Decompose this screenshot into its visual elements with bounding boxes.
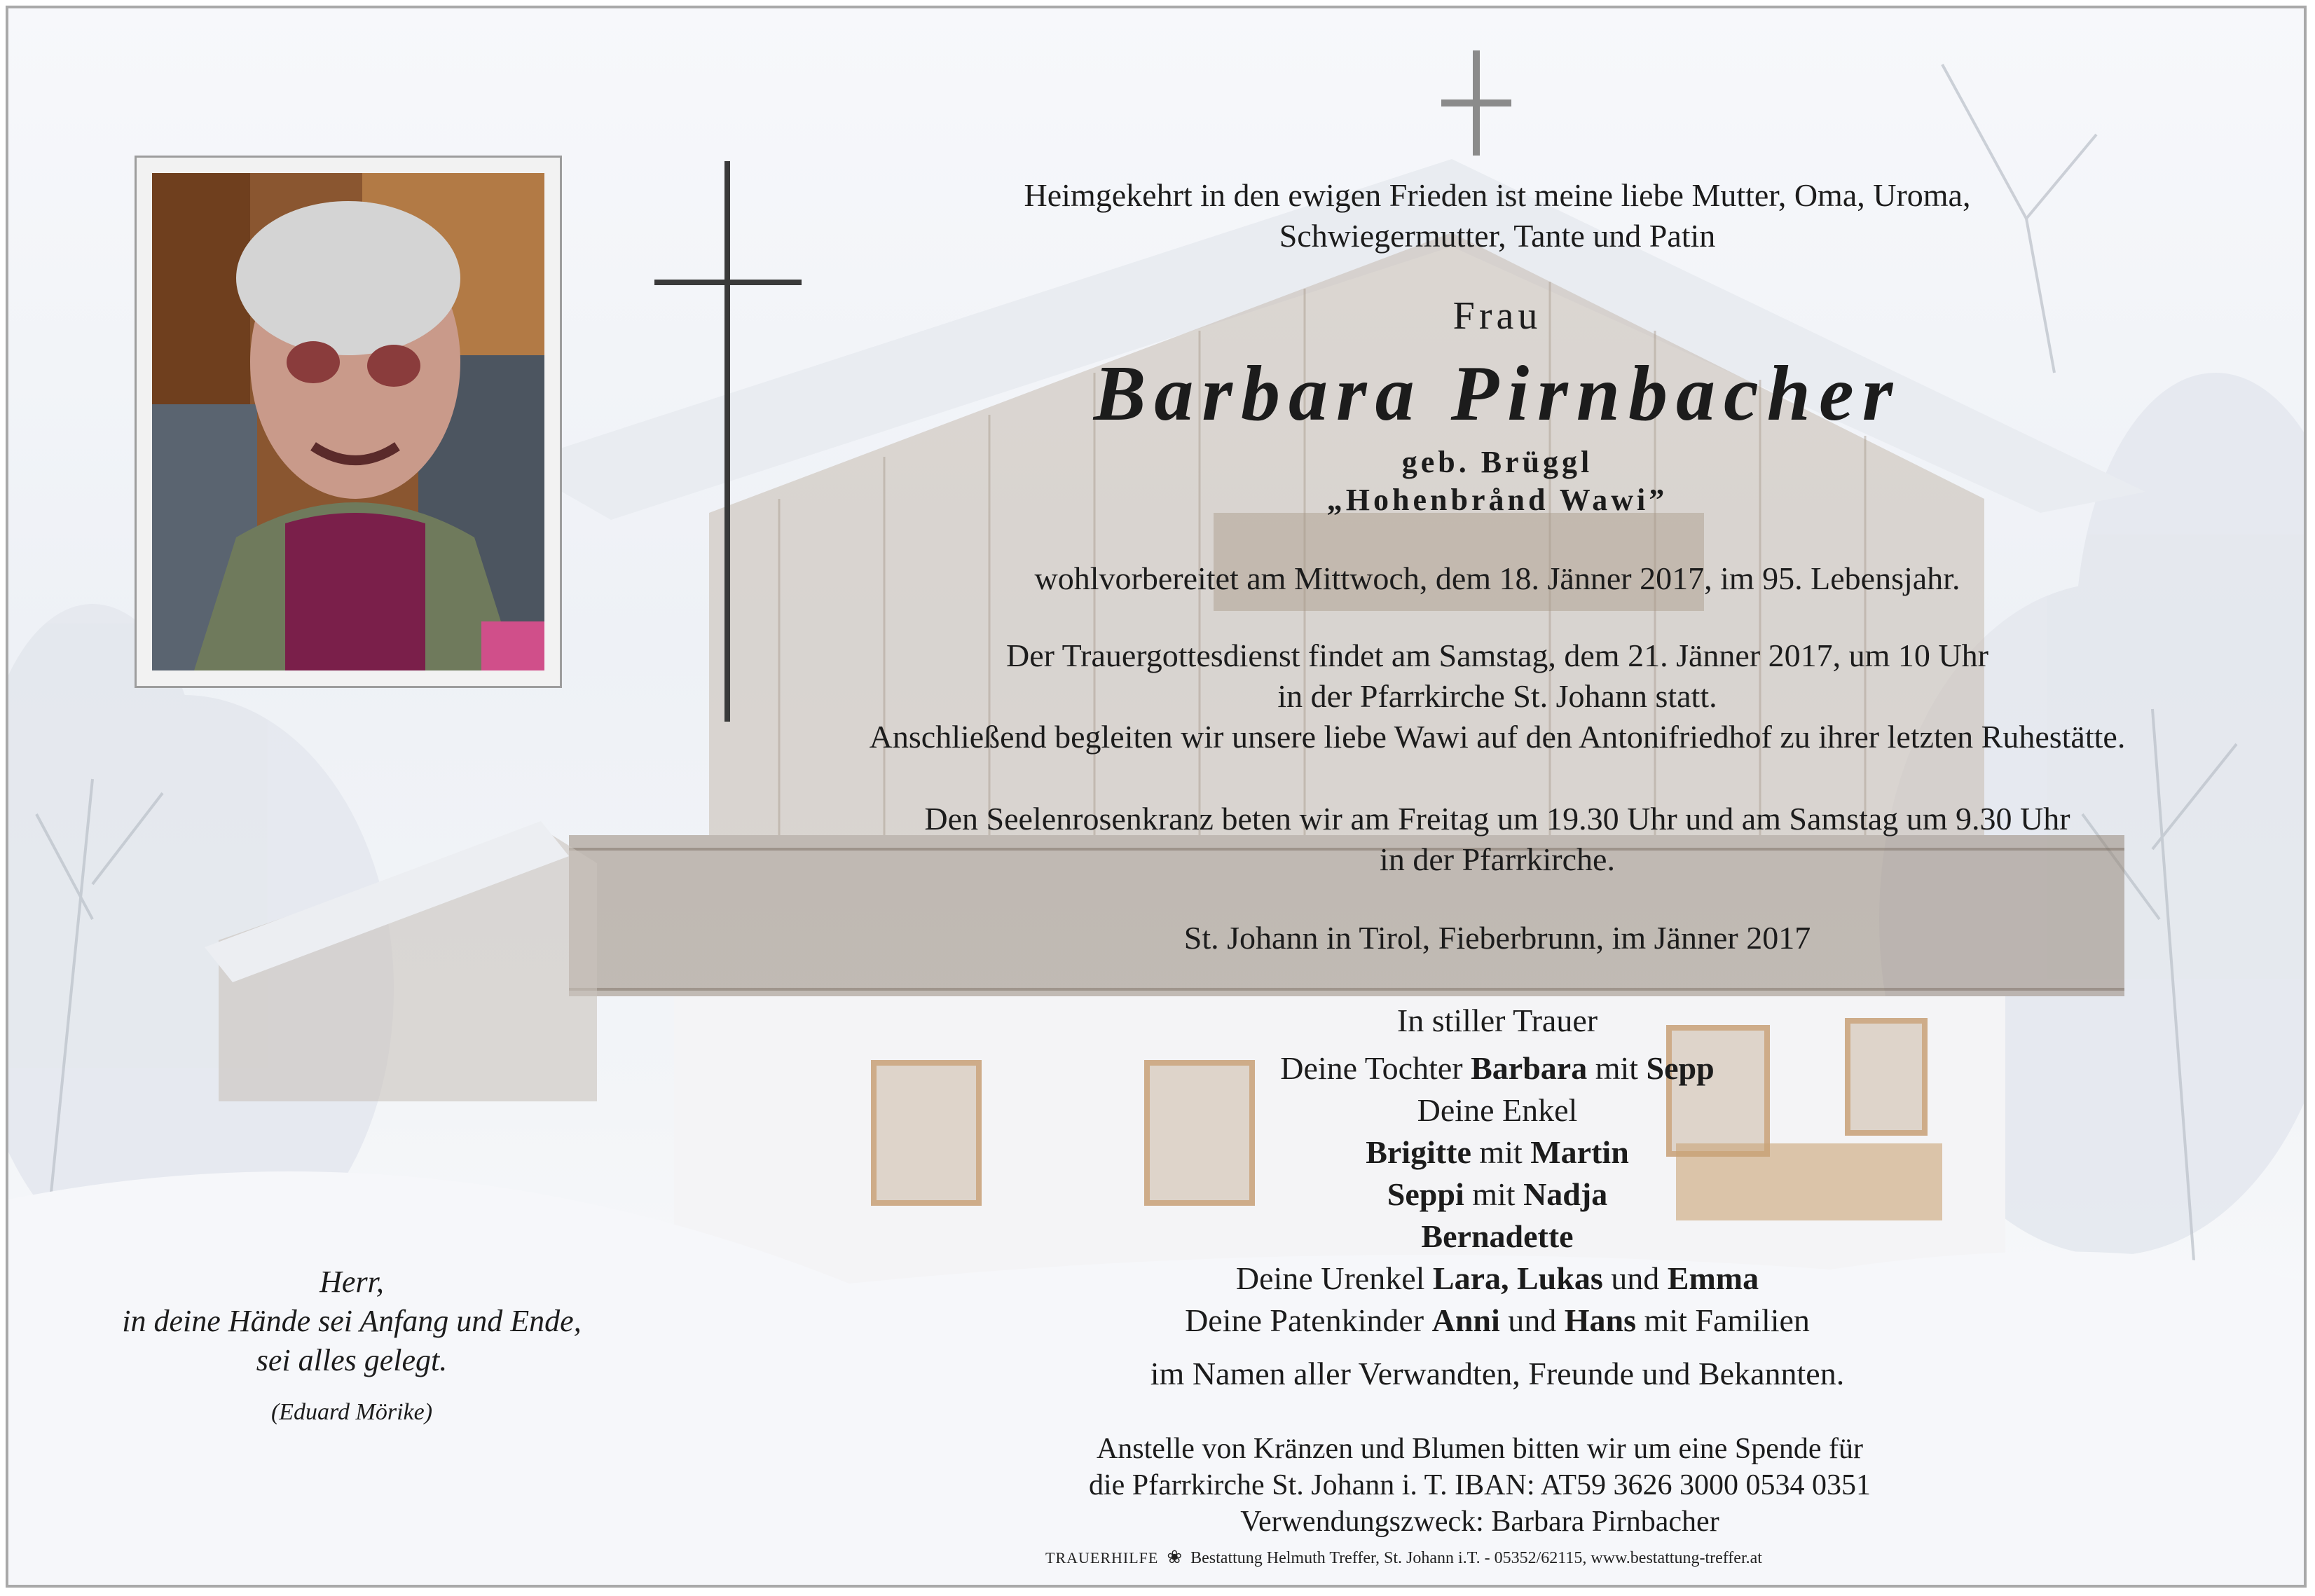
- mourner-grandchild-2: Seppi mit Nadja: [1387, 1176, 1608, 1212]
- mourning-header: In stiller Trauer: [1396, 1003, 1598, 1038]
- bible-quote: [64, 1263, 639, 1380]
- donation-line-3: Verwendungszweck: Barbara Pirnbacher: [1240, 1506, 1719, 1538]
- birth-name: geb. Brüggl: [1401, 445, 1593, 479]
- footer-logo-icon: ❀: [1167, 1547, 1183, 1567]
- mourner-grandchild-1: Brigitte mit Martin: [1366, 1134, 1629, 1170]
- donation-info: [730, 1431, 2230, 1540]
- service-line-3: Anschließend begleiten wir unsere liebe Wawi auf den Antonifriedhof zu ihrer letzten Ruhestätte.: [869, 719, 2126, 755]
- mourner-grandchild-3: Bernadette: [1421, 1218, 1574, 1254]
- mourner-others: im Namen aller Verwandten, Freunde und Bekannten.: [1150, 1356, 1845, 1391]
- quote-line-3: sei alles gelegt.: [256, 1343, 448, 1377]
- place-date: St. Johann in Tirol, Fieberbrunn, im Jänner 2017: [1183, 920, 1811, 956]
- death-notice: wohlvorbereitet am Mittwoch, dem 18. Jänner 2017, im 95. Lebensjahr.: [1034, 560, 1960, 596]
- salutation: Frau: [1452, 294, 1542, 338]
- rosary-line-2: in der Pfarrkirche.: [1380, 841, 1615, 877]
- rosary-info: [737, 799, 2258, 880]
- cross-bar-icon: [654, 280, 802, 285]
- mourners-block: [737, 1000, 2258, 1395]
- quote-line-1: Herr,: [320, 1265, 384, 1299]
- quote-line-2: in deine Hände sei Anfang und Ende,: [122, 1304, 582, 1338]
- service-info: [737, 635, 2258, 757]
- deceased-name: Barbara Pirnbacher: [1093, 350, 1902, 437]
- mourner-daughter: Deine Tochter Barbara mit Sepp: [1280, 1050, 1715, 1086]
- mourner-great-grandchildren: Deine Urenkel Lara, Lukas und Emma: [1235, 1260, 1759, 1296]
- intro-line-2: Schwiegermutter, Tante und Patin: [1279, 218, 1716, 254]
- portrait-photo: [152, 173, 544, 670]
- rosary-line-1: Den Seelenrosenkranz beten wir am Freitag um 19.30 Uhr und am Samstag um 9.30 Uhr: [924, 801, 2070, 837]
- service-line-2: in der Pfarrkirche St. Johann statt.: [1277, 678, 1717, 714]
- cross-symbol-icon: [724, 161, 730, 722]
- footer-brand: TRAUERHILFE: [1045, 1549, 1159, 1567]
- obituary-card: [6, 6, 2307, 1588]
- nickname: „Hohenbrånd Wawi”: [1326, 483, 1668, 517]
- mourner-grandchildren-label: Deine Enkel: [1417, 1092, 1578, 1128]
- portrait-frame: [135, 156, 562, 688]
- donation-line-1: Anstelle von Kränzen und Blumen bitten wir um eine Spende für: [1096, 1433, 1864, 1465]
- service-line-1: Der Trauergottesdienst findet am Samstag, dem 21. Jänner 2017, um 10 Uhr: [1006, 638, 1988, 673]
- intro-text: [737, 175, 2258, 256]
- intro-line-1: Heimgekehrt in den ewigen Frieden ist meine liebe Mutter, Oma, Uroma,: [1024, 177, 1971, 213]
- donation-line-2: die Pfarrkirche St. Johann i. T. IBAN: AT59 3626 3000 0534 0351: [1088, 1469, 1871, 1501]
- footer-text: Bestattung Helmuth Treffer, St. Johann i.T. - 05352/62115, www.bestattung-treffer.at: [1190, 1549, 1762, 1567]
- funeral-home-footer: [1045, 1547, 1762, 1568]
- quote-author: (Eduard Mörike): [270, 1399, 433, 1425]
- mourner-godchildren: Deine Patenkinder Anni und Hans mit Familien: [1185, 1302, 1810, 1338]
